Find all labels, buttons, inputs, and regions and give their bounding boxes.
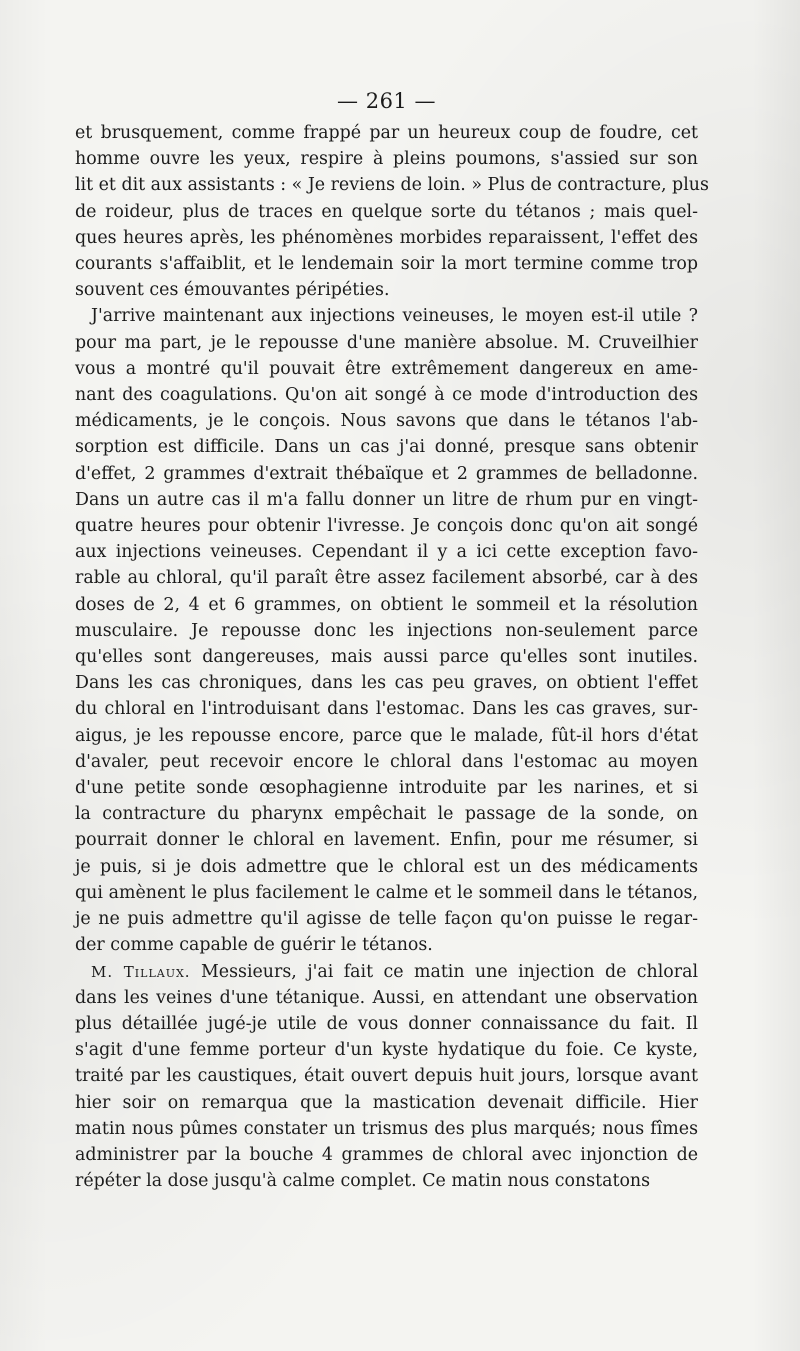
text-line: aigus, je les repousse encore, parce que le malade, fût-il hors d'état bbox=[75, 725, 698, 746]
paragraph bbox=[75, 120, 709, 303]
text-line: nant des coagulations. Qu'on ait songé à ce mode d'introduction des bbox=[75, 385, 698, 406]
text-line: hier soir on remarqua que la mastication devenait difficile. Hier bbox=[75, 1092, 698, 1113]
text-line: Dans les cas chroniques, dans les cas peu graves, on obtient l'effet bbox=[75, 673, 698, 694]
text-line: qu'elles sont dangereuses, mais aussi parce qu'elles sont inutiles. bbox=[75, 647, 698, 668]
text-line: de roideur, plus de traces en quelque sorte du tétanos ; mais quel- bbox=[75, 201, 698, 222]
text-line: courants s'affaiblit, et le lendemain soir la mort termine comme trop bbox=[75, 254, 698, 275]
text-line: qui amènent le plus facilement le calme et le sommeil dans le tétanos, bbox=[75, 882, 698, 903]
text-line bbox=[75, 959, 698, 985]
text-line: s'agit d'une femme porteur d'un kyste hydatique du foie. Ce kyste, bbox=[75, 1040, 698, 1061]
page-number: — 261 — bbox=[337, 89, 436, 113]
text-line: pourrait donner le chloral en lavement. Enfin, pour me résumer, si bbox=[75, 830, 698, 851]
text-line: J'arrive maintenant aux injections veineuses, le moyen est-il utile ? bbox=[91, 306, 698, 327]
text-line: répéter la dose jusqu'à calme complet. Ce matin nous constatons bbox=[75, 1171, 651, 1192]
text-line: d'effet, 2 grammes d'extrait thébaïque et 2 grammes de belladonne. bbox=[75, 463, 698, 484]
text-line: médicaments, je le conçois. Nous savons que dans le tétanos l'ab- bbox=[75, 411, 698, 432]
text-line: homme ouvre les yeux, respire à pleins poumons, s'assied sur son bbox=[75, 149, 698, 170]
text-line: je puis, si je dois admettre que le chloral est un des médicaments bbox=[75, 856, 698, 877]
text-line: musculaire. Je repousse donc les injections non-seulement parce bbox=[75, 620, 698, 641]
text-line: pour ma part, je le repousse d'une manière absolue. M. Cruveilhier bbox=[75, 332, 698, 353]
speaker-name: M. Tillaux. bbox=[91, 962, 191, 981]
text-line: quatre heures pour obtenir l'ivresse. Je conçois donc qu'on ait songé bbox=[75, 516, 698, 537]
text-line: administrer par la bouche 4 grammes de chloral avec injonction de bbox=[75, 1144, 698, 1165]
text-line: d'avaler, peut recevoir encore le chloral dans l'estomac au moyen bbox=[75, 751, 698, 772]
text-line: doses de 2, 4 et 6 grammes, on obtient le sommeil et la résolution bbox=[75, 594, 698, 615]
paragraph bbox=[75, 303, 698, 958]
text-line: aux injections veineuses. Cependant il y a ici cette exception favo- bbox=[75, 542, 698, 563]
text-line: sorption est difficile. Dans un cas j'ai donné, presque sans obtenir bbox=[75, 437, 698, 458]
text-line: matin nous pûmes constater un trismus des plus marqués; nous fîmes bbox=[75, 1118, 698, 1139]
text-line: du chloral en l'introduisant dans l'estomac. Dans les cas graves, sur- bbox=[75, 699, 698, 720]
text-line: et brusquement, comme frappé par un heureux coup de foudre, cet bbox=[75, 123, 698, 143]
text-line: Dans un autre cas il m'a fallu donner un litre de rhum pur en vingt- bbox=[75, 489, 698, 510]
text-line: ques heures après, les phénomènes morbides reparaissent, l'effet des bbox=[75, 227, 698, 248]
page-text-body bbox=[75, 120, 709, 1194]
text-line: je ne puis admettre qu'il agisse de telle façon qu'on puisse le regar- bbox=[75, 909, 698, 930]
text-line: dans les veines d'une tétanique. Aussi, en attendant une observation bbox=[75, 987, 698, 1008]
text-line: traité par les caustiques, était ouvert depuis huit jours, lorsque avant bbox=[75, 1066, 698, 1087]
text-line: vous a montré qu'il pouvait être extrêmement dangereux en ame- bbox=[75, 358, 698, 379]
text-line-content: Messieurs, j'ai fait ce matin une injection de chloral bbox=[190, 961, 699, 982]
text-line: der comme capable de guérir le tétanos. bbox=[75, 935, 433, 956]
book-page bbox=[75, 86, 709, 1326]
text-line: rable au chloral, qu'il paraît être assez facilement absorbé, car à des bbox=[75, 568, 698, 589]
paragraph bbox=[75, 959, 698, 1195]
text-line: souvent ces émouvantes péripéties. bbox=[75, 280, 390, 301]
text-line: plus détaillée jugé-je utile de vous donner connaissance du fait. Il bbox=[75, 1013, 698, 1034]
text-line: lit et dit aux assistants : « Je reviens de loin. » Plus de contracture, plus bbox=[75, 175, 709, 196]
text-line: la contracture du pharynx empêchait le passage de la sonde, on bbox=[75, 804, 698, 825]
text-line: d'une petite sonde œsophagienne introduite par les narines, et si bbox=[75, 778, 698, 799]
